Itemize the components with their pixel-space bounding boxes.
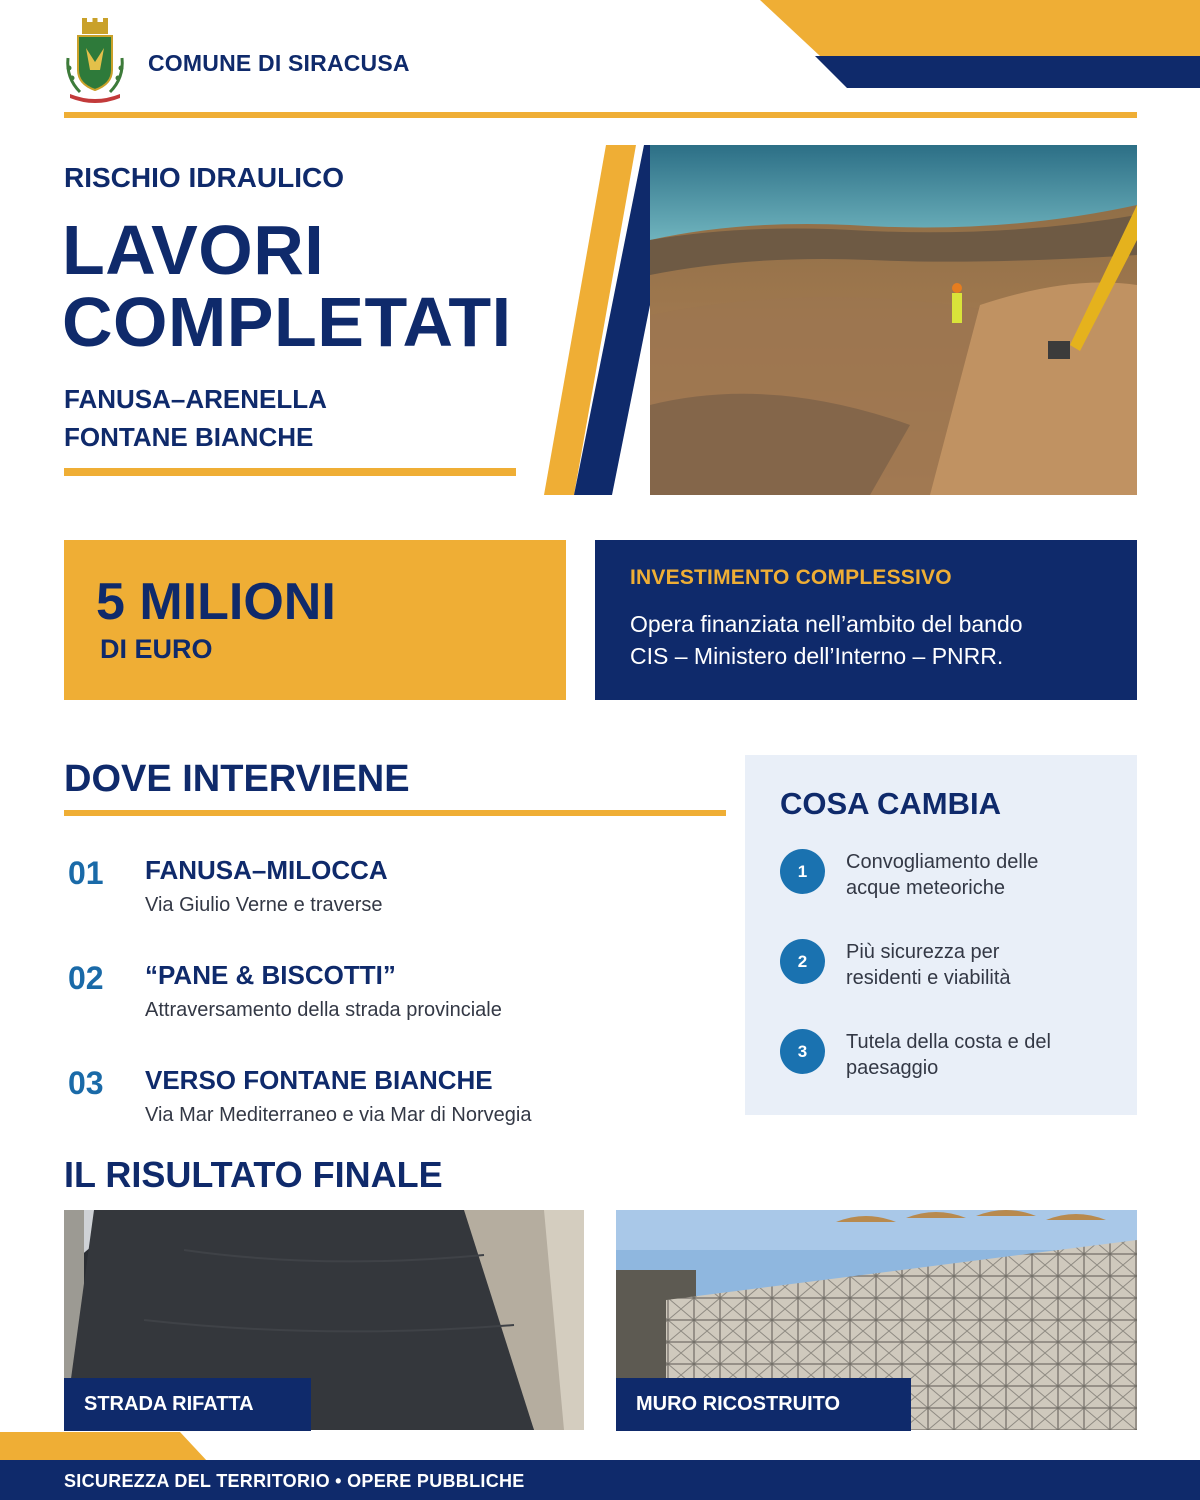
change-text-line1: Più sicurezza per	[846, 941, 1000, 963]
location-name: VERSO FONTANE BIANCHE	[145, 1065, 493, 1095]
hero-title-line2: COMPLETATI	[62, 283, 512, 361]
hero-title	[62, 211, 512, 361]
change-text	[846, 1029, 1106, 1081]
investment-amount: 5 MILIONI	[96, 573, 336, 631]
investment-unit: DI EURO	[100, 634, 213, 664]
where-section-title: DOVE INTERVIENE	[64, 758, 410, 800]
hero-subtitle	[64, 380, 327, 456]
location-detail: Attraversamento della strada provinciale	[145, 999, 502, 1021]
hero-kicker: RISCHIO IDRAULICO	[64, 162, 344, 193]
change-text-line2: residenti e viabilità	[846, 967, 1011, 989]
header-navy-band	[815, 56, 1200, 88]
header-gold-band	[760, 0, 1200, 56]
investment-description-line1: Opera finanziata nell’ambito del bando	[630, 611, 1023, 637]
road-photo-label: STRADA RIFATTA	[64, 1378, 311, 1431]
footer-text: SICUREZZA DEL TERRITORIO • OPERE PUBBLICHE	[64, 1471, 525, 1491]
hero-title-line1: LAVORI	[62, 211, 325, 289]
result-section-title: IL RISULTATO FINALE	[64, 1154, 443, 1195]
location-name: FANUSA–MILOCCA	[145, 855, 388, 885]
header-divider	[64, 112, 1137, 118]
location-number: 02	[68, 960, 104, 996]
change-text	[846, 849, 1106, 901]
investment-description	[630, 608, 1120, 672]
organization-name: COMUNE DI SIRACUSA	[148, 50, 410, 76]
change-number-badge: 2	[780, 939, 825, 984]
change-number-badge: 3	[780, 1029, 825, 1074]
hero-subtitle-line2: FONTANE BIANCHE	[64, 422, 314, 452]
investment-label: INVESTIMENTO COMPLESSIVO	[630, 566, 952, 589]
change-text-line1: Tutela della costa e del	[846, 1031, 1051, 1053]
change-number-badge: 1	[780, 849, 825, 894]
wall-photo-label: MURO RICOSTRUITO	[616, 1378, 911, 1431]
where-section-divider	[64, 810, 726, 816]
change-text-line2: paesaggio	[846, 1057, 939, 1079]
location-detail: Via Giulio Verne e traverse	[145, 894, 383, 916]
location-number: 03	[68, 1065, 104, 1101]
hero-construction-photo	[650, 145, 1137, 495]
change-text-line1: Convogliamento delle	[846, 851, 1039, 873]
location-number: 01	[68, 855, 104, 891]
investment-description-line2: CIS – Ministero dell’Interno – PNRR.	[630, 643, 1004, 669]
hero-subtitle-line1: FANUSA–ARENELLA	[64, 384, 327, 414]
changes-title: COSA CAMBIA	[780, 786, 1002, 821]
city-crest-logo	[62, 18, 128, 104]
change-text-line2: acque meteoriche	[846, 877, 1005, 899]
change-text	[846, 939, 1106, 991]
location-detail: Via Mar Mediterraneo e via Mar di Norvegia	[145, 1104, 532, 1126]
footer-gold-band	[0, 1432, 208, 1462]
hero-divider	[64, 468, 516, 476]
location-name: “PANE & BISCOTTI”	[145, 960, 396, 990]
